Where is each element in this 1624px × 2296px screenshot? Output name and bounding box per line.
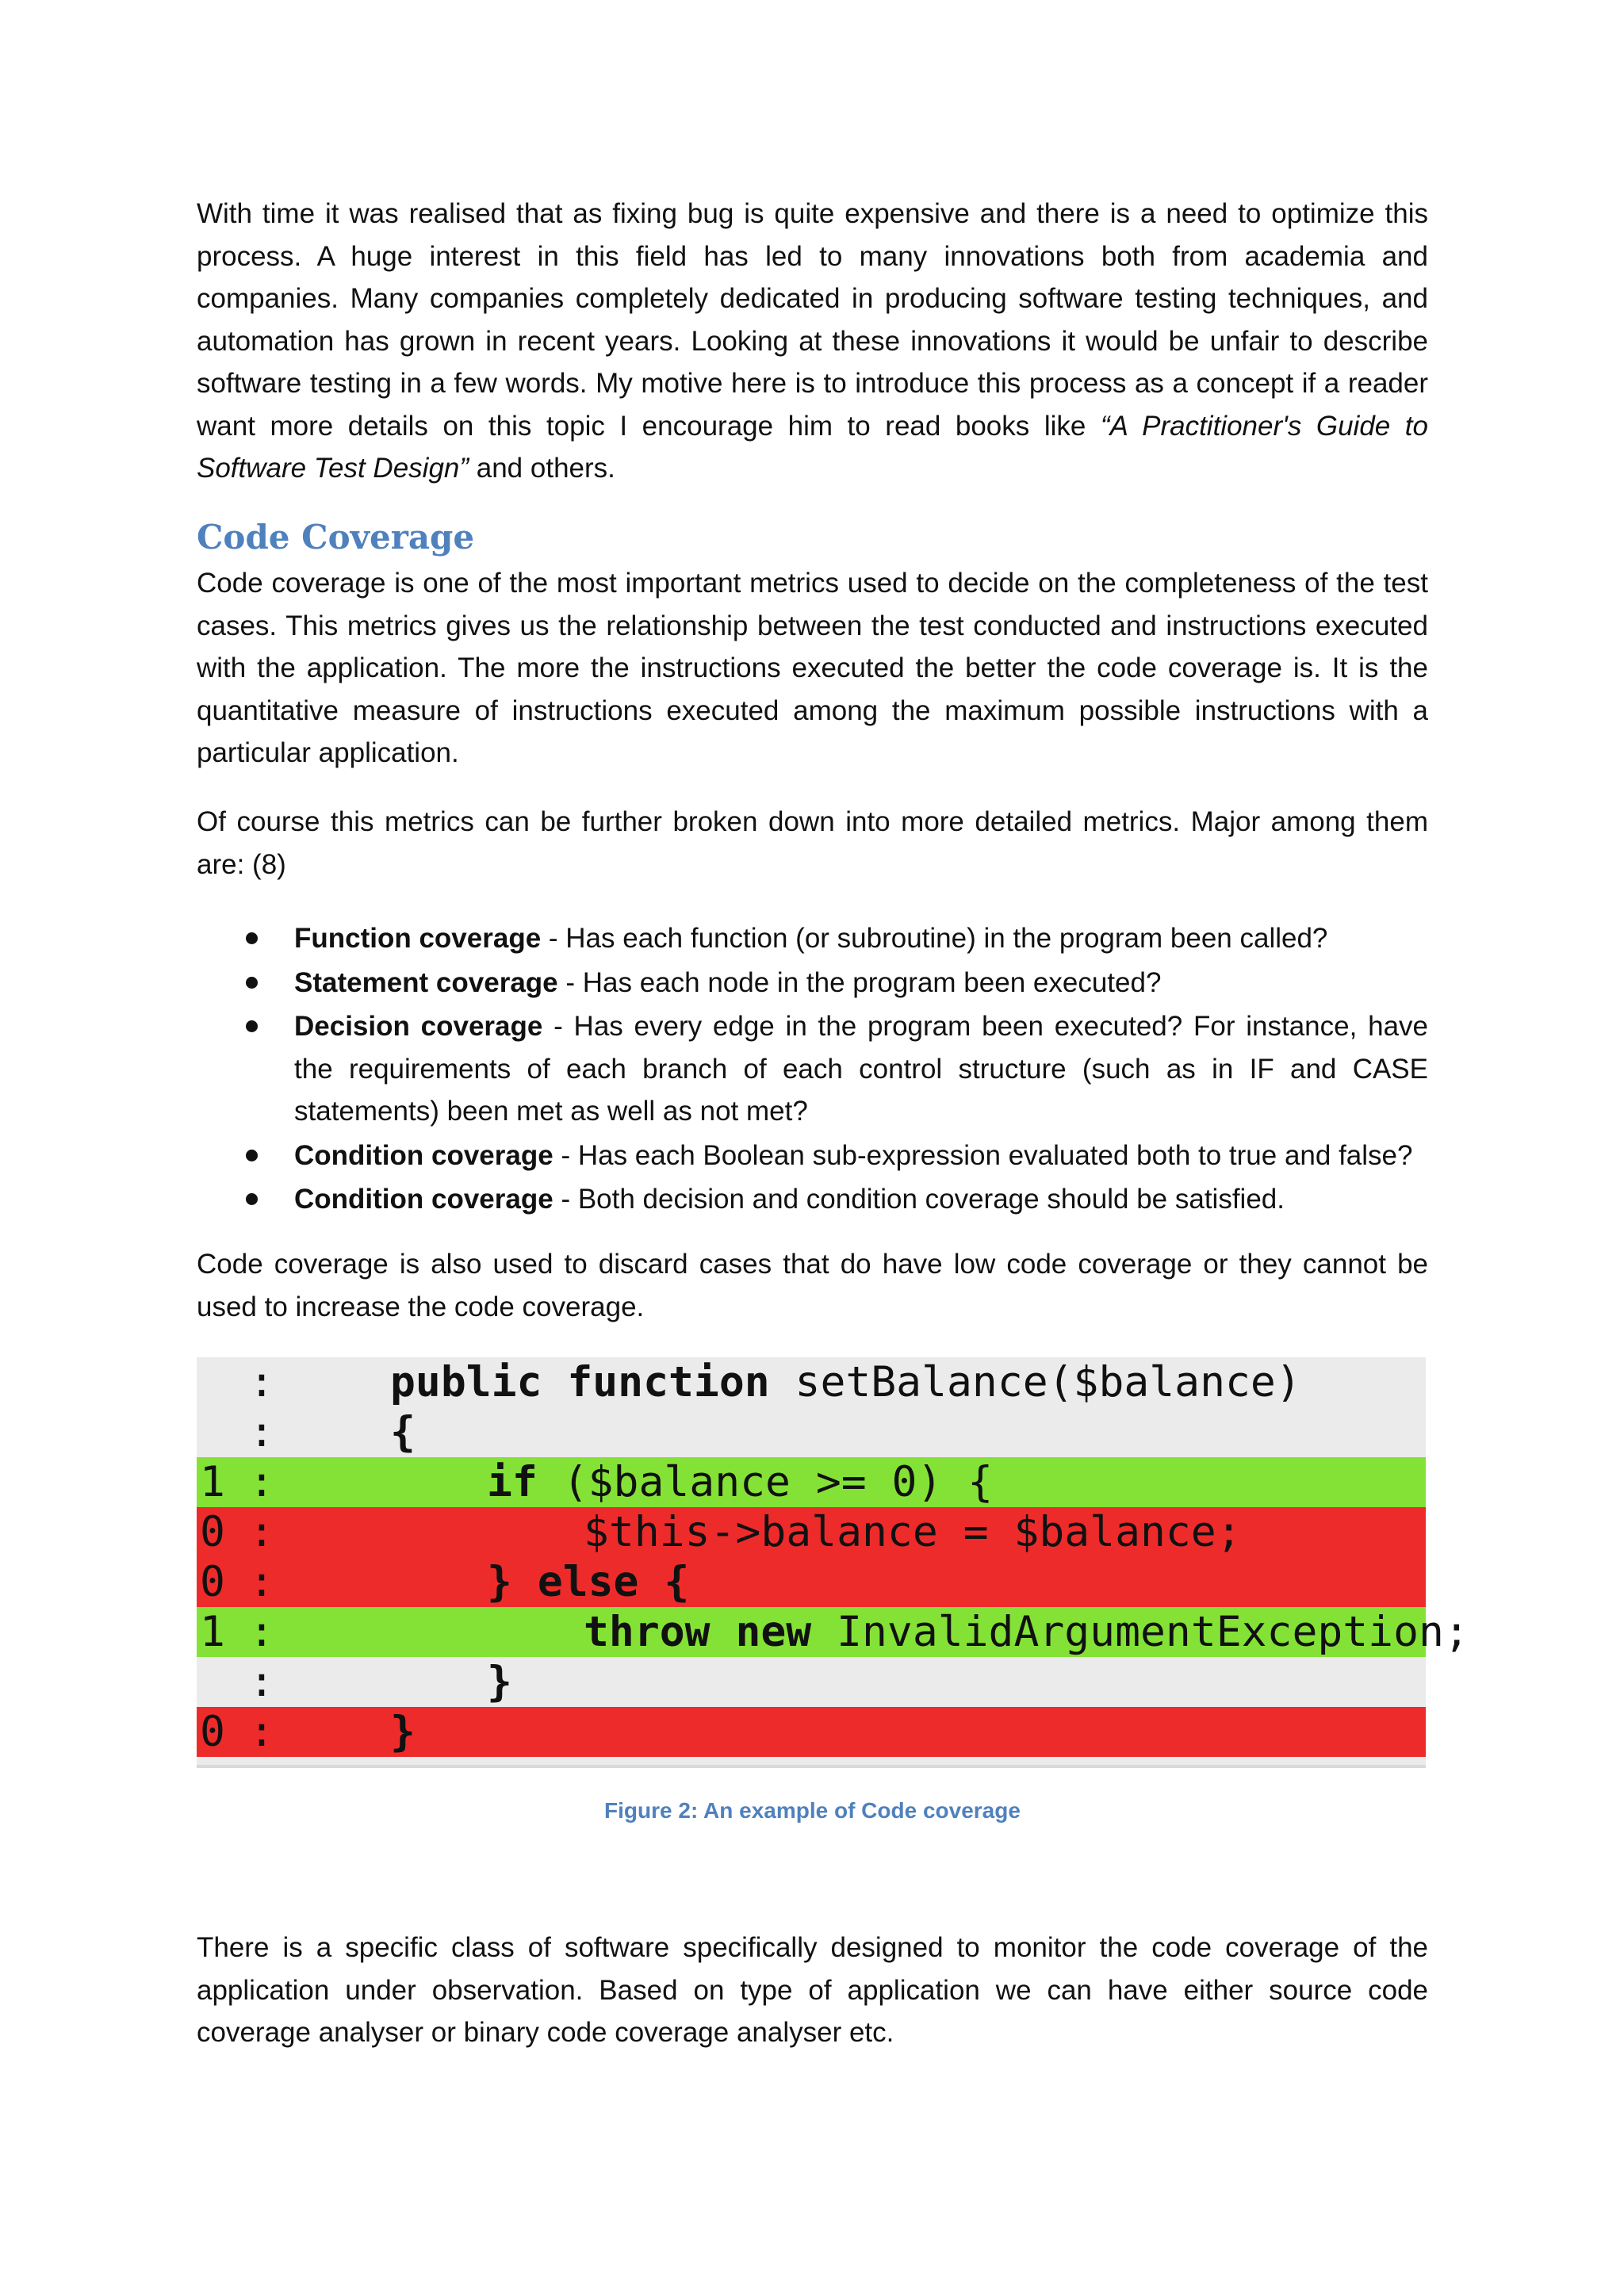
line-separator: : — [249, 1408, 274, 1456]
code-keyword: } — [390, 1708, 416, 1756]
code-source — [584, 1607, 1469, 1657]
code-line — [197, 1557, 1426, 1607]
code-keyword: if — [487, 1458, 538, 1506]
line-separator: : — [249, 1508, 274, 1556]
code-source — [390, 1407, 416, 1457]
section-heading: Code Coverage — [197, 518, 475, 557]
list-item-term: Function coverage — [294, 923, 542, 954]
list-item-term: Condition coverage — [294, 1184, 553, 1215]
code-keyword: } else { — [487, 1558, 690, 1606]
code-line — [197, 1607, 1469, 1657]
code-source — [487, 1657, 512, 1707]
hit-count: 0 — [200, 1508, 225, 1556]
code-line — [197, 1407, 1426, 1457]
list-item — [197, 962, 1428, 1004]
line-separator: : — [249, 1658, 274, 1706]
code-rest: setBalance($balance) — [769, 1358, 1301, 1406]
intro-paragraph — [197, 193, 1428, 490]
hit-count: 0 — [200, 1708, 225, 1756]
list-item — [197, 1135, 1428, 1177]
list-item-term: Statement coverage — [294, 966, 558, 998]
line-separator: : — [249, 1558, 274, 1606]
list-item-text: - Has every edge in the program been executed? For instance, have the requirements of each branch of each control structure (such as in IF and CASE statements) been met as well as not met? — [294, 1011, 1428, 1127]
code-rest: InvalidArgumentException; — [811, 1608, 1469, 1656]
analysers-paragraph: There is a specific class of software specifically designed to monitor the code coverage of the application under observation. Based on type of application we can have either source code coverage analyser or binary code coverage analyser etc. — [197, 1932, 1428, 2048]
hit-count: 0 — [200, 1558, 225, 1606]
list-item-text: - Has each Boolean sub-expression evaluated both to true and false? — [553, 1139, 1413, 1171]
code-source — [390, 1707, 416, 1757]
code-line — [197, 1657, 1426, 1707]
list-item-text: - Both decision and condition coverage should be satisfied. — [553, 1184, 1285, 1215]
code-keyword: } — [487, 1658, 512, 1706]
coverage-definition-paragraph: Code coverage is one of the most important metrics used to decide on the completeness of the test cases. This metrics gives us the relationship between the test conducted and instructions executed with the application. The more the instructions executed the better the code coverage is. It is the quantitative measure of instructions executed among the maximum possible instructions with a particular application. — [197, 568, 1428, 768]
line-separator: : — [249, 1708, 274, 1756]
hit-count: 1 — [200, 1458, 225, 1506]
line-separator: : — [249, 1458, 274, 1506]
line-separator: : — [249, 1358, 274, 1406]
code-keyword: { — [390, 1408, 416, 1456]
list-item-term: Condition coverage — [294, 1139, 553, 1171]
bullet-icon — [246, 932, 258, 944]
code-source — [584, 1507, 1242, 1557]
code-line — [197, 1457, 1426, 1507]
figure-caption: Figure 2: An example of Code coverage — [604, 1798, 1021, 1823]
bullet-icon — [246, 1020, 258, 1032]
list-item-term: Decision coverage — [294, 1011, 543, 1042]
code-rest: $this->balance = $balance; — [584, 1508, 1242, 1556]
hit-count: 1 — [200, 1608, 225, 1656]
list-item — [197, 1005, 1428, 1133]
intro-text-part1: With time it was realised that as fixing bug is quite expensive and there is a need to optimize this process. A huge interest in this field has led to many innovations both from academia and companies. Many companies completely dedicated in producing software testing techniques, and automation has grown in recent years. Looking at these innovations it would be unfair to describe software testing in a few words. My motive here is to introduce this process as a concept if a reader want more details on this topic I encourage him to read books like — [197, 198, 1428, 442]
code-line — [197, 1507, 1426, 1557]
code-coverage-figure — [197, 1357, 1469, 1768]
bullet-icon — [246, 1150, 258, 1161]
coverage-metrics-list — [197, 917, 1428, 1223]
discard-paragraph: Code coverage is also used to discard cases that do have low code coverage or they cannot be used to increase the code coverage. — [197, 1249, 1428, 1322]
code-rest: ($balance >= 0) { — [537, 1458, 994, 1506]
bullet-icon — [246, 1193, 258, 1205]
book-title: “A Practitioner's Guide to Software Test Design” — [197, 410, 1428, 484]
list-item — [197, 1178, 1428, 1221]
bullet-icon — [246, 977, 258, 989]
code-source — [487, 1457, 993, 1507]
list-item — [197, 917, 1428, 960]
list-item-text: - Has each function (or subroutine) in the program been called? — [541, 923, 1328, 954]
code-source — [487, 1557, 689, 1607]
list-item-text: - Has each node in the program been executed? — [557, 966, 1162, 998]
code-line — [197, 1357, 1426, 1407]
code-keyword: throw new — [584, 1608, 812, 1656]
code-source — [390, 1357, 1301, 1407]
breakdown-paragraph: Of course this metrics can be further broken down into more detailed metrics. Major among them are: (8) — [197, 806, 1428, 880]
intro-text-part2: and others. — [469, 453, 615, 484]
code-line — [197, 1707, 1426, 1757]
code-keyword: public function — [390, 1358, 770, 1406]
line-separator: : — [249, 1608, 274, 1656]
